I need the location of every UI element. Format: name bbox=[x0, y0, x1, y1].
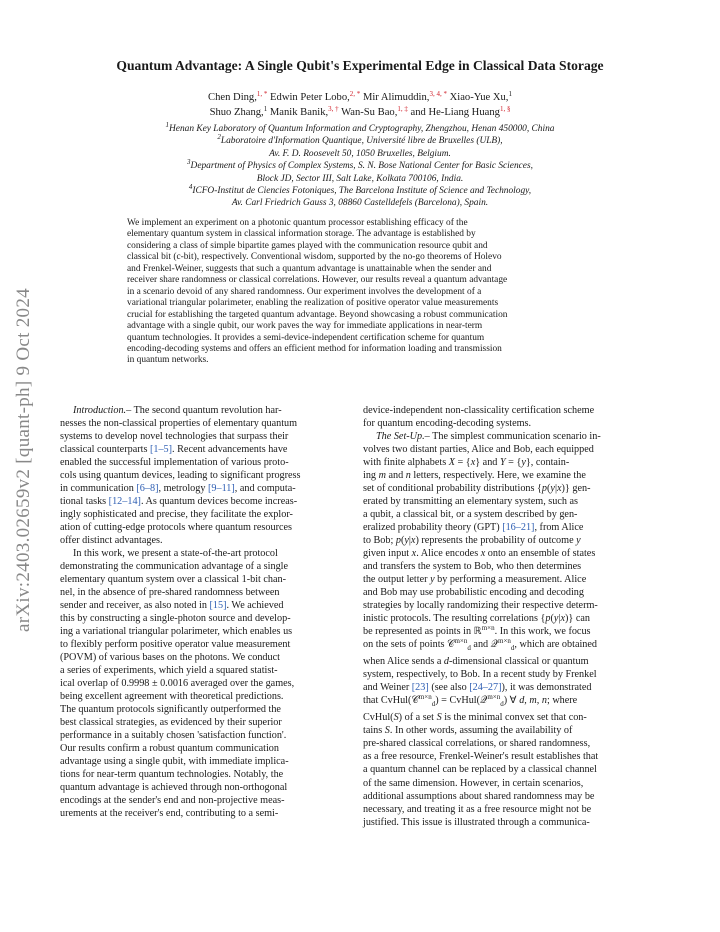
italic-text: p bbox=[395, 535, 401, 547]
affiliation-text: Block JD, Sector III, Salt Lake, Kolkata 700106, India. bbox=[256, 173, 464, 184]
author-superscript: 1 bbox=[508, 90, 512, 98]
body-text-line bbox=[363, 547, 659, 560]
body-text-line bbox=[363, 443, 659, 456]
author-list bbox=[80, 90, 640, 120]
citation-link[interactable]: [6–8] bbox=[136, 483, 159, 495]
body-text-line bbox=[363, 763, 659, 776]
text-run: a series of experiments, which yield a squared statist- bbox=[60, 665, 278, 677]
text-run: being excellent agreement with theoretical predictions. bbox=[60, 691, 284, 703]
abstract-line: receiver share randomness or classical correlations. However, our results reveal a quantum advantage bbox=[127, 275, 508, 286]
text-run: tains bbox=[363, 725, 385, 737]
body-text-line bbox=[363, 586, 659, 599]
text-run: system, respectively, to Bob. In a recent study by Frenkel bbox=[363, 669, 597, 681]
affiliation-text: Department of Physics of Complex Systems, S. N. Bose National Center for Basic Sciences, bbox=[190, 161, 533, 172]
italic-text: Introduction. bbox=[73, 405, 127, 416]
body-text-line bbox=[60, 638, 356, 651]
italic-text: X bbox=[448, 457, 455, 469]
text-run: – The simplest communication scenario in- bbox=[424, 431, 601, 443]
text-run: tions for near-term quantum technologies. Notably, the bbox=[60, 769, 284, 781]
math-superscript: m×n bbox=[418, 693, 432, 702]
body-text-line bbox=[363, 694, 659, 711]
citation-link[interactable]: [9–11] bbox=[208, 483, 235, 495]
text-run: } and bbox=[475, 457, 500, 469]
body-text-line bbox=[60, 404, 356, 417]
text-run: , and computa- bbox=[234, 483, 296, 495]
text-run: be represented as points in ℝ bbox=[363, 626, 482, 638]
text-run: | bbox=[408, 535, 411, 547]
citation-link[interactable]: [1–5] bbox=[149, 444, 173, 456]
text-run: In this work, we present a state-of-the-art protocol bbox=[73, 548, 278, 560]
text-run: – The second quantum revolution har- bbox=[126, 405, 282, 416]
body-text-line bbox=[60, 703, 356, 716]
text-run: cols using quantum devices, leading to significant progress bbox=[60, 470, 301, 482]
body-text-line bbox=[363, 508, 659, 521]
text-run: nel, in the absence of pre-shared randomness between bbox=[60, 587, 280, 599]
text-run: ( bbox=[400, 535, 405, 547]
body-text-line bbox=[363, 625, 659, 638]
text-run: demonstrating the communication advantage of a single bbox=[60, 561, 289, 573]
affiliation-line bbox=[80, 185, 640, 197]
text-run: nesses the non-classical properties of elementary quantum bbox=[60, 418, 298, 430]
italic-text: Y bbox=[499, 457, 506, 469]
abstract-line: and Frenkel-Weiner, suggests that such a quantum advantage is unattainable when the sender and bbox=[127, 263, 492, 274]
text-run: justified. This issue is illustrated through a communica- bbox=[363, 816, 590, 828]
text-run: additional assumptions about shared randomness may be bbox=[363, 790, 595, 802]
author-superscript: 1 bbox=[263, 105, 268, 113]
text-run: )} gen- bbox=[561, 483, 591, 495]
text-run: (POVM) of various bases on the photons. We conduct bbox=[60, 652, 280, 664]
text-run: . As quantum devices become increas- bbox=[140, 496, 298, 508]
text-run: The quantum protocols significantly outperformed the bbox=[60, 704, 281, 716]
text-run: with finite alphabets bbox=[363, 457, 449, 469]
body-text-line bbox=[363, 534, 659, 547]
body-text-line bbox=[363, 724, 659, 737]
abstract-line: encoding-decoding systems and offers an efficient method for information loading and transmission bbox=[127, 343, 502, 354]
math-superscript: m×n bbox=[454, 637, 468, 646]
body-text-line bbox=[60, 495, 356, 508]
body-text-line bbox=[60, 768, 356, 781]
body-text-line bbox=[60, 417, 356, 430]
body-text-line bbox=[363, 655, 659, 668]
text-run: ical overlap of 0.9998 ± 0.0016 averaged over the games, bbox=[60, 678, 295, 690]
text-run: for quantum encoding-decoding systems. bbox=[363, 418, 532, 430]
text-run: encodings at the sender's end and non-projective meas- bbox=[60, 795, 285, 807]
text-run: ) = CvHul(𝒬 bbox=[435, 695, 488, 707]
body-text-line bbox=[60, 651, 356, 664]
body-text-line bbox=[363, 711, 659, 724]
body-text-line bbox=[363, 417, 659, 430]
author-name: Edwin Peter Lobo, bbox=[270, 92, 350, 103]
author-name: Wan-Su Bao, bbox=[341, 107, 398, 118]
body-text-line bbox=[363, 560, 659, 573]
citation-link[interactable]: [23] bbox=[411, 682, 429, 694]
italic-text: x bbox=[411, 548, 417, 560]
text-run: quantum advantage is achieved through non-orthogonal bbox=[60, 782, 288, 794]
text-run: = { bbox=[454, 457, 471, 469]
text-run: . Recent advancements have bbox=[172, 444, 288, 456]
text-run: device-independent non-classicality certification scheme bbox=[363, 405, 595, 416]
math-subscript: d bbox=[510, 644, 515, 653]
italic-text: y bbox=[576, 535, 581, 547]
affiliation-line bbox=[80, 160, 640, 172]
abstract-line: crucial for establishing the targeted quantum advantage. Beyond showcasing a robust communication bbox=[127, 309, 508, 320]
text-run: by performing a measurement. Alice bbox=[434, 574, 587, 586]
text-run: to Bob; bbox=[363, 535, 396, 547]
italic-text: d bbox=[443, 656, 450, 668]
abstract-line: elementary quantum system in classical information storage. The advantage is established by bbox=[127, 229, 476, 240]
body-text-line bbox=[363, 599, 659, 612]
text-run: set of conditional probability distributions { bbox=[363, 483, 542, 495]
author-name: Shuo Zhang, bbox=[209, 107, 264, 118]
italic-text: x bbox=[410, 535, 416, 547]
text-run: ( bbox=[547, 483, 551, 495]
body-text-line bbox=[363, 521, 659, 534]
italic-text: The Set-Up. bbox=[376, 431, 425, 443]
body-text-line bbox=[60, 664, 356, 677]
body-text-line bbox=[60, 508, 356, 521]
body-text-line bbox=[363, 430, 659, 443]
text-run: ing bbox=[363, 470, 379, 482]
arxiv-identifier-stamp bbox=[4, 230, 44, 690]
affiliation-line bbox=[80, 123, 640, 135]
text-run: eralized probability theory (GPT) bbox=[363, 522, 503, 534]
text-run: inistic protocols. The resulting correlations { bbox=[363, 613, 546, 625]
body-text-line bbox=[60, 573, 356, 586]
affiliation-text: Av. F. D. Roosevelt 50, 1050 Bruxelles, Belgium. bbox=[269, 148, 451, 159]
text-run: = { bbox=[505, 457, 522, 469]
abstract bbox=[127, 218, 595, 367]
text-run: that CvHul(𝒞 bbox=[363, 695, 419, 707]
text-run: strategies by locally randomizing their respective determ- bbox=[363, 600, 598, 612]
body-text-line bbox=[60, 690, 356, 703]
affiliation-text: Henan Key Laboratory of Quantum Information and Cryptography, Zhengzhou, Henan 450000, China bbox=[169, 124, 555, 134]
italic-text: x bbox=[560, 613, 565, 625]
italic-text: p bbox=[545, 613, 551, 625]
math-superscript: m×n bbox=[487, 693, 501, 702]
text-run: and Weiner bbox=[363, 682, 412, 694]
arxiv-identifier-text: arXiv:2403.02659v2 [quant-ph] 9 Oct 2024 bbox=[13, 288, 34, 632]
text-run: to flexibly perform positive operator value measurement bbox=[60, 639, 291, 651]
text-run: necessary, and treating it as a free resource might not be bbox=[363, 803, 592, 815]
text-run: systems to develop novel technologies that surpass their bbox=[60, 431, 289, 443]
author-name: Manik Banik, bbox=[269, 107, 329, 118]
affiliation-superscript: 3 bbox=[187, 158, 191, 167]
body-text-line bbox=[60, 807, 356, 820]
math-subscript: d bbox=[431, 700, 436, 709]
italic-text: x bbox=[470, 457, 476, 469]
italic-text: p bbox=[541, 483, 548, 495]
italic-text: m bbox=[378, 470, 386, 482]
abstract-line: in quantum networks. bbox=[127, 355, 209, 366]
author-superscript: 1, ‡ bbox=[397, 105, 408, 113]
body-text-line bbox=[363, 482, 659, 495]
text-run: CvHul( bbox=[363, 712, 394, 724]
affiliation-text: ICFO-Institut de Ciencies Fotoniques, The Barcelona Institute of Science and Technology, bbox=[192, 186, 532, 197]
body-text-line bbox=[60, 625, 356, 638]
text-run: ) ∀ bbox=[503, 695, 520, 707]
author-superscript: 3, † bbox=[328, 105, 339, 113]
body-text-line bbox=[363, 456, 659, 469]
body-text-line bbox=[60, 612, 356, 625]
italic-text: S bbox=[384, 725, 390, 737]
text-run: ingly sophisticated and precise, they facilitate the explor- bbox=[60, 509, 293, 521]
body-text-line bbox=[60, 742, 356, 755]
affiliation-line bbox=[80, 197, 640, 209]
text-run: best classical strategies, as evidenced by their superior bbox=[60, 717, 282, 729]
citation-link[interactable]: [16–21] bbox=[502, 522, 535, 534]
paper-title: Quantum Advantage: A Single Qubit's Experimental Edge in Classical Data Storage bbox=[116, 58, 604, 73]
text-run: }, contain- bbox=[525, 457, 570, 469]
italic-text: n bbox=[405, 470, 411, 482]
text-run: enabled the successful implementation of various proto- bbox=[60, 457, 289, 469]
body-text-line bbox=[60, 521, 356, 534]
text-run: and 𝒬 bbox=[470, 639, 498, 651]
text-run: given input bbox=[363, 548, 412, 560]
body-text-line bbox=[60, 599, 356, 612]
body-text-line bbox=[60, 456, 356, 469]
text-run: , from Alice bbox=[534, 522, 584, 534]
body-text-line bbox=[60, 781, 356, 794]
body-text-line bbox=[363, 777, 659, 790]
math-superscript: m×n bbox=[498, 637, 511, 646]
affiliation-line bbox=[80, 173, 640, 185]
body-column-left bbox=[60, 404, 356, 821]
author-line bbox=[80, 90, 640, 105]
text-run: is the minimal convex set that con- bbox=[441, 712, 587, 724]
text-run: performance in a suitably chosen 'satisfaction function'. bbox=[60, 730, 287, 742]
abstract-line: classical bit (c-bit), respectively. Conventional wisdom, supported by the no-go theorems of Holevo bbox=[127, 252, 502, 263]
citation-link[interactable]: [15] bbox=[209, 600, 227, 612]
author-superscript: 1, * bbox=[256, 90, 268, 98]
abstract-line: considering a class of simple bipartite games played with the communication resource qubit and bbox=[127, 240, 488, 251]
body-text-line bbox=[60, 586, 356, 599]
body-text-line bbox=[60, 729, 356, 742]
text-run: as a free resource, Frenkel-Weiner's result establishes that bbox=[363, 751, 599, 763]
affiliation-superscript: 2 bbox=[217, 133, 221, 142]
text-run: ing a variational triangular polarimeter, which enables us bbox=[60, 626, 293, 638]
affiliation-text: Laboratoire d'Information Quantique, Université libre de Bruxelles (ULB), bbox=[220, 136, 503, 147]
text-run: ) of a set bbox=[398, 712, 437, 724]
italic-text: S bbox=[393, 712, 399, 724]
body-text-line bbox=[363, 737, 659, 750]
text-run: ; where bbox=[546, 695, 578, 707]
text-run: . In other words, assuming the availability of bbox=[389, 725, 573, 737]
body-text-line bbox=[60, 547, 356, 560]
text-run: ) represents the probability of outcome bbox=[415, 535, 577, 547]
text-run: (see also bbox=[428, 682, 470, 694]
text-run: letters, respectively. Here, we examine the bbox=[410, 470, 586, 482]
text-run: ( bbox=[550, 613, 554, 625]
abstract-line: quantum technologies. It provides a semi-device-independent certification scheme for quantum bbox=[127, 332, 485, 343]
text-run: a qubit, a classical bit, or a system described by gen- bbox=[363, 509, 578, 521]
math-subscript: d bbox=[467, 644, 471, 653]
affiliation-superscript: 1 bbox=[165, 121, 170, 129]
text-run: sender and receiver, as also noted in bbox=[60, 600, 210, 612]
text-run: advantage using a single qubit, with immediate implica- bbox=[60, 756, 289, 768]
author-line bbox=[80, 105, 640, 120]
affiliation-list bbox=[80, 123, 640, 210]
text-run: urements at the receiver's end, contributing to a semi- bbox=[60, 808, 279, 820]
text-run: Our results confirm a robust quantum communication bbox=[60, 743, 279, 755]
body-text-line bbox=[363, 750, 659, 763]
text-run: -dimensional classical or quantum bbox=[449, 656, 589, 668]
text-run: volves two distant parties, Alice and Bob, each equipped bbox=[363, 444, 594, 456]
body-text-line bbox=[363, 638, 659, 655]
body-text-line bbox=[60, 677, 356, 690]
text-run: | bbox=[554, 483, 557, 495]
text-run: classical counterparts bbox=[60, 444, 150, 456]
abstract-line: We implement an experiment on a photonic quantum processor establishing efficacy of the bbox=[127, 218, 468, 228]
italic-text: S bbox=[436, 712, 442, 724]
body-text-line bbox=[363, 668, 659, 681]
text-run: , metrology bbox=[158, 483, 208, 495]
body-text-line bbox=[60, 534, 356, 547]
author-name: Chen Ding, bbox=[208, 92, 257, 103]
text-run: | bbox=[558, 613, 561, 625]
italic-text: y bbox=[521, 457, 526, 469]
body-text-line bbox=[363, 803, 659, 816]
math-subscript: d bbox=[500, 700, 504, 709]
abstract-line: variational triangular polarimeter, enabling the realization of positive operator value measurements bbox=[127, 298, 499, 309]
text-run: a quantum channel can be replaced by a classical channel bbox=[363, 764, 597, 776]
abstract-line: in a scenario devoid of any shared randomness. Our experiment involves the development of a bbox=[127, 286, 482, 297]
italic-text: y bbox=[404, 535, 409, 547]
affiliation-line bbox=[80, 135, 640, 147]
abstract-line: advantage with a single qubit, our work paves the way for immediate applications in near-term bbox=[127, 321, 483, 332]
text-run: this by constructing a single-photon source and develop- bbox=[60, 613, 291, 625]
italic-text: x bbox=[557, 483, 562, 495]
text-run: ation of cutting-edge protocols where quantum resources bbox=[60, 522, 292, 534]
text-run: and Bob may use probabilistic encoding and decoding bbox=[363, 587, 584, 599]
body-text-line bbox=[60, 430, 356, 443]
text-run: erated by transmitting an elementary system, such as bbox=[363, 496, 579, 508]
text-run: elementary quantum system over a classical 1-bit chan- bbox=[60, 574, 287, 586]
affiliation-line bbox=[80, 148, 640, 160]
author-superscript: 3, 4, * bbox=[429, 90, 447, 98]
text-run: . We achieved bbox=[226, 600, 284, 612]
citation-link[interactable]: [12–14] bbox=[108, 496, 141, 508]
body-text-line bbox=[363, 469, 659, 482]
body-text-line bbox=[60, 443, 356, 456]
text-run: )} can bbox=[565, 613, 590, 625]
body-text-line bbox=[363, 612, 659, 625]
text-run: in communication bbox=[60, 483, 137, 495]
body-text-line bbox=[60, 755, 356, 768]
text-run: when Alice sends a bbox=[363, 656, 444, 668]
text-run: . In this work, we focus bbox=[494, 626, 591, 638]
text-run: the output letter bbox=[363, 574, 431, 586]
body-text-line bbox=[363, 573, 659, 586]
text-run: offer distinct advantages. bbox=[60, 535, 163, 547]
body-text-line bbox=[363, 790, 659, 803]
body-text-line bbox=[363, 816, 659, 829]
author-name: Mir Alimuddin, bbox=[362, 92, 430, 103]
body-text-line bbox=[363, 495, 659, 508]
text-run: and transfers the system to Bob, who then determines bbox=[363, 561, 582, 573]
body-text-line bbox=[60, 482, 356, 495]
body-text-line bbox=[363, 681, 659, 694]
italic-text: y bbox=[553, 613, 559, 625]
text-run: , which are obtained bbox=[514, 639, 598, 651]
author-superscript: 1, § bbox=[499, 105, 511, 113]
body-text-line bbox=[60, 716, 356, 729]
author-superscript: 2, * bbox=[349, 90, 361, 98]
citation-link[interactable]: [24–27] bbox=[469, 682, 502, 694]
text-run: and bbox=[385, 470, 406, 482]
body-column-right bbox=[363, 404, 659, 829]
body-text-line bbox=[60, 560, 356, 573]
text-run: on the sets of points 𝒞 bbox=[363, 639, 455, 651]
italic-text: x bbox=[480, 548, 486, 560]
affiliation-superscript: 4 bbox=[188, 183, 193, 192]
text-run: . Alice encodes bbox=[416, 548, 481, 560]
italic-text: d, m, n bbox=[519, 695, 547, 707]
author-name: Xiao-Yue Xu, bbox=[449, 92, 509, 103]
body-text-line bbox=[60, 469, 356, 482]
body-text-line bbox=[60, 794, 356, 807]
author-name: and He-Liang Huang bbox=[410, 107, 500, 118]
math-superscript: m×n bbox=[481, 624, 495, 633]
body-text-line bbox=[363, 404, 659, 417]
affiliation-text: Av. Carl Friedrich Gauss 3, 08860 Castelldefels (Barcelona), Spain. bbox=[231, 198, 489, 209]
italic-text: y bbox=[550, 483, 555, 495]
text-run: ), it was demonstrated bbox=[501, 682, 592, 694]
text-run: pre-shared classical correlations, or shared randomness, bbox=[363, 738, 591, 750]
text-run: tional tasks bbox=[60, 496, 109, 508]
text-run: of the same dimension. However, in certain scenarios, bbox=[363, 777, 584, 789]
text-run: onto an ensemble of states bbox=[485, 548, 596, 560]
italic-text: y bbox=[430, 574, 435, 586]
